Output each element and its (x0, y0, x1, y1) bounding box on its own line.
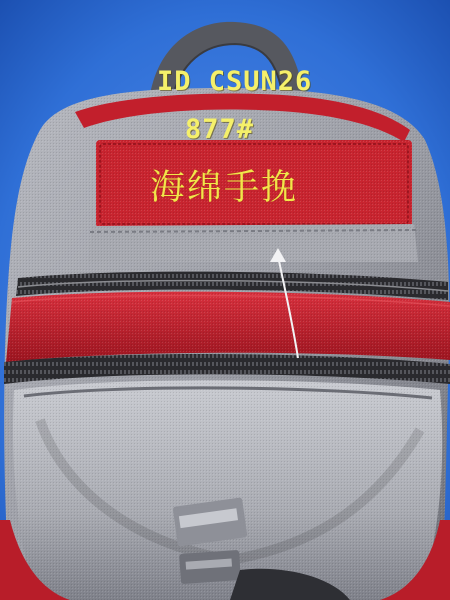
overlay-id-text: ID CSUN26 (157, 66, 313, 97)
patch-chinese-text: 海绵手挽 (150, 168, 299, 208)
overlay-code-text: 877# (185, 114, 255, 145)
